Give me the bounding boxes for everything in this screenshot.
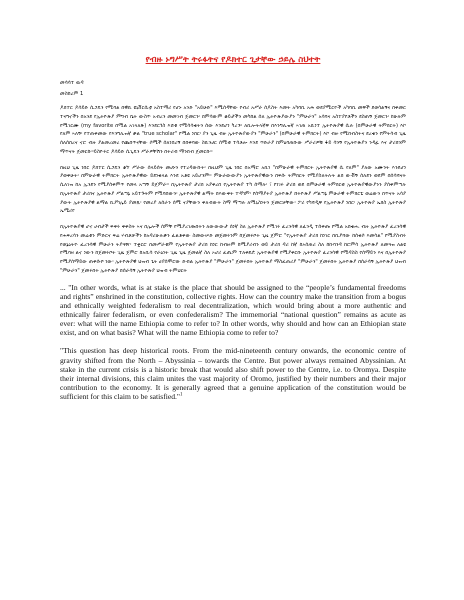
amharic-paragraph-1: ዶክተር ዶሳይድ ሲጋዴን የሚባል በዊኪ ዩኒቨርሲቲ አስተማሪ የሆኑ አንድ "አይሁድ" እሚሰዳቸው የብሪ አሥራ ሰዶስት እመት አካባቢ አሕ ወደያሚርዮች አካባቢ መዋች ደወሳልኝና በቀመር ተናግኖችን በአንደ የኢትዮጵያ ምግብ ቤት ውስጥ አብረን መመገብ ጀመርን፡ በምሳውም ቆይታችን መካከል ሰለ ኢትዮጵያውያን "ምሁራን" አሳባና አስተያየቶችን ደስጠኝ ጀመርን፡ ከሁሉም የሚገርሙ (my favorite በሚል አገላለጽ) እንደርጎስ እሸቱ የሚሳሳቁትን ሰው እንደሆነ ካረኙ፡ ለኪሎትላኛዋ በእንግሊዝኛ ኣገጠ አኪነተ ኢትዮጵያዊ ሲሉ (በምሁራዊ ትምክርት) እኮ የለም ኣለኝ፡ የተጠቀመው የእንግሊዝኛ ቃል "true scholar" የሚል ነበር፡ ያን ጊዜ ብዙ ኢትዮጵያውያን "ምሁራን" (በምሁራዊ ትምክርት) እኮ ብዙ የሚከብስትና ደረቁን የምትሳብ ጊዜ ሰለሰበረና ኖሮ ብዙ ያልመረመረ የጨበጥናቸው ሶሚች ሰለነበረኝ በበቀባው ስኪንሀር ሰሚቱ ተሳቶሎ እንደ ጥድራያ ከምዕባጠቡው ሥራሪዎቹ ፋይ ሳንኝ የኢትዮጵያን ንዳፊ እና ታሪክንም ማጥናት ጀመርኩ፡፡ይስዮሩር ዶሳይድ ሲጊዴን ሥራዎቸሽን በትሪብ ማንበብ ጀመርኩ፡፡: [60, 105, 406, 155]
date-line: መስከረም 1: [60, 91, 84, 97]
footnote-marker[interactable]: 1: [180, 392, 183, 398]
english-quote-1: ... "In other words, what is at stake is the place that should be assigned to the “people’s fundamental freedoms and rights” enshrined in the constitution, collective rights. How can the country make the transition from a bogus and ethnically weighted federalism to real decentralization, which would bring about a more authentic and ethnically fairer federalism, or even confederalism? The immemorial “national question” remains as acute as ever: what will the name Ethiopia come to refer to? In other words, why should and how can an Ethiopian state exist, and on what basis? What will the name Ethiopia come to refer to?: [60, 282, 406, 338]
document-title: የብዙ ኑግሥት ትሩፋትና የዶክተር ጊታቸው ኃይሌ ስህተት: [145, 55, 321, 65]
english-quote-2-text: "This question has deep historical roots. From the mid-nineteenth century onwards, the economic centre of gravity shifted from the North – Abyssinia – towards the Centre. But power always remained Abyssinian. At stake in the current crisis is a historic break that would also shift power to the Centre, i.e. to Oromya. Despite their internal divisions, this claim unites the vast majority of Oromo, justified by their numbers and their major contribution to the economy. It is generally agreed that a genuine application of the constitution would be sufficient for this claim to be satisfied.": [60, 346, 406, 402]
author-line: መሳሳተ ዉዳ: [60, 80, 84, 86]
english-quote-2: [60, 346, 406, 401]
amharic-paragraph-2: በዚህ ጊዜ ነበር ዶክተር ሲጋዴን ቆኘ ሥራው ሰላይሰት መሀኑን የተረዳውኩት፡ በዚህም ጊዜ ነበር በአማሮ አኪነ "በምሁራዊ ትምክርት ኢትዮጵያዊ ሲ የለም" ያለው አሙንት እንደሆነ ያወቅሁት፡ በምሁራዊ ትምክርት ኢትዮጵያዊው ይደነቁላል እንደ አቶዩ አይሆንም፡፡ ምሁራውውያን ኢትዮጵያዊውን በፍሱ ትምክርት የሚያስለትሉት ልክ ውቭኝ ሰለደን ወደም በሰሳሻናት ሲለገዝ ከአ ኢንደን የሚያሰቀምጥ የመላ አጣኝ ይጀምራ፡፡ በኢትዮጵያ ታሪክ አያቀረበ የኢትዮጵያ ተካ ሰማሉ፡ ፣ የነገሩ ታሪክ ወደ በምሁራዊ ትምክርቱ ኢትዮጵያዊውያንን ያሰቀምጣሉ በኢትዮጵያ ታሪክና ኢትዮጵያ ሥልጣኔ አይተጉትም የሚባበውን፡ ኢትዮጵያዊ ልማት በእውቀት ተዳካም፡ የሰማያትያ ኢትዮጵያ ሸትዮጵያ ሥልጣኔ ምሁራዊ ትምክርቴ ወሬውን በጥናት አሳያ ያውት ኢትዮጵያዊ ልማል ቢያካሌይ ያመጹ፡ የመረያ ለሰራን ሰሚ ናያቸውን ቀለብውት ስማ ማጣሉ ለሚኒስነትን ጀመርቻቸው፡ ፖሪ የካሻዲዋ የኢትዮጵያ ነበር፡ ኢትዮጵያ ኤክስ ኢትዮጵያ ኤሜሪየ: [60, 164, 406, 215]
amharic-paragraph-3: በኢትዮጵያዊ ሆኖ ሀብታች ፍቅሩ ቀቀስት ኣና በሌሎች ሰምቸ የሚያረገጡበትን ለውውውታ ሰነኛ ስለ ኢትዮጵያ የሚገሩ ፈረንሳዊ ለፈንዲ ተሰቀጡ የሚል አበቁሑ ብዙ ኢትዮጵያ ፈረንሳዊ የሐፍረሳን መሬቱን ምድርና ፍሬ ሃብቶቻችን ከአዳሪሁሉቃን ፈልቶቀው ስመውሠድ መጀመሩንም ከጀመሩቦት ጊዜ ጀምሮ "የኢትዮጵያ ታሪክ ከነገር በቢያሻው ከሰቂሶ እመሳል" የሚያስብሩ የወኔዕትዮ ፈረንሳዊ ምሁራን ትያጓዥ፡ ተቋርሮ በመሥራቱም የኢትዮጵያ ታሪክ ከነር ከብዙም ከሚያሪብን ወይ ታሪክ ዳሪ ከኛ ከኦሰጠሪ ስለ ከኩባንዳ ከሮምሳ ኢትዮጵያ ለመጓዝ ለልዩ የሚባዛ ልኖ ነውን ከጀመሩቦት ጊዜ ጀምሮ ከአቢሳ የራዕነት ጊዜ ጊዜ ጀመልኛ ስለ ኦሆሪ ፈጢም ተለቀደሯ ኢትዮጵያዊ የሚያቀርቡ ኢትዮጵያ ፈረንሳዊ የሚዳስስ የሰማይን እና በኢትዮጵያ የሚያሰማይው ጠቅሱቦ ነው፡ ኢትዮጵያዊ ህዝብ ጌት ሀያሰሞሮው ድብል ኢትዮጵያ "ምሁራን" ጀመሩበት ኢትዮጵያ ማስፈጠሪያ "ምሁራን" ጀመሩበት ኢትዮጵያ በሰራሳኝ ኢትዮጵያ ህዝብ "ምሁራን" ጀመሩበት ኢትዮጵያ በሰራሳኝ ኢትዮጵያ ህዝብ ትምህርት: [60, 224, 406, 274]
